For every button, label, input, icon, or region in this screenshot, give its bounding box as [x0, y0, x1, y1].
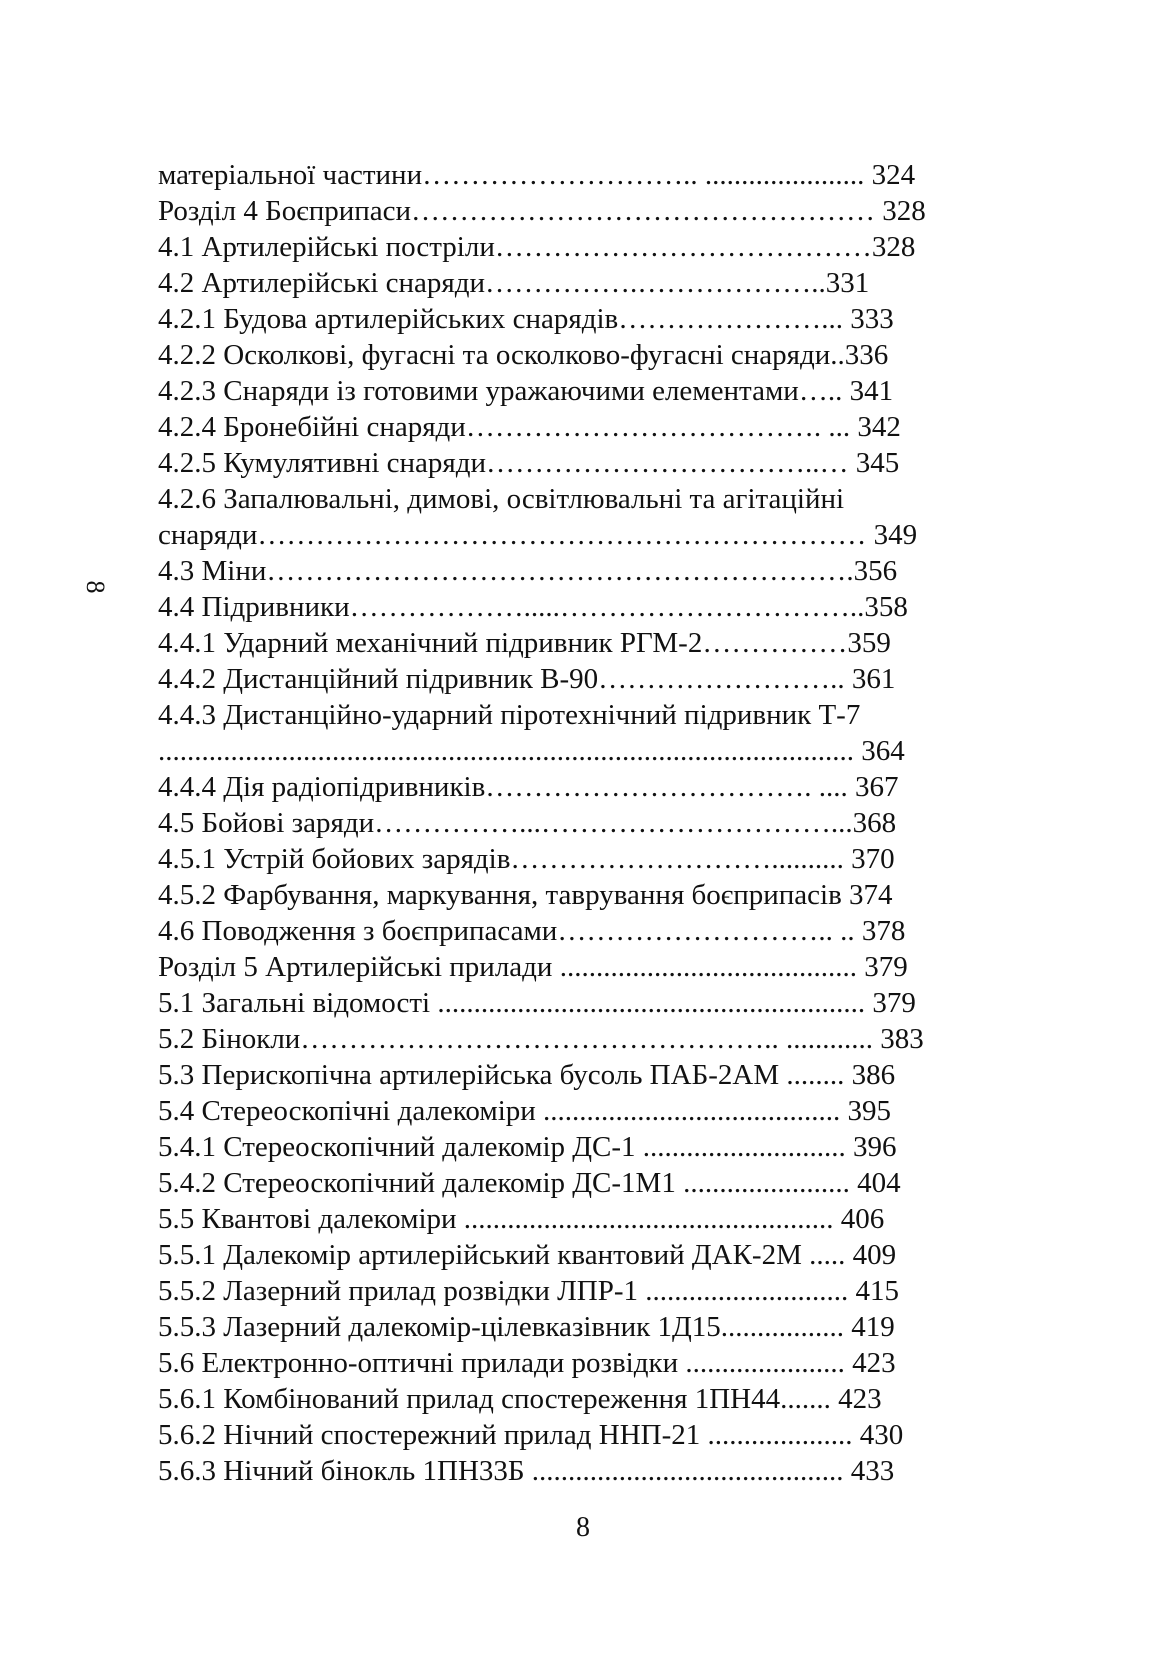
- toc-entry: 4.6 Поводження з боєприпасами……………………….. .. 378: [158, 915, 906, 947]
- toc-entry: 5.4 Стереоскопічні далекоміри ......................................... 395: [158, 1095, 892, 1127]
- toc-entry: матеріальної частини……………………….. ...................... 324: [158, 159, 916, 191]
- toc-entry: 4.2.2 Осколкові, фугасні та осколково-фугасні снаряди..336: [158, 339, 889, 371]
- toc-entry: 4.2.4 Бронебійні снаряди………………………………. ... 342: [158, 411, 901, 443]
- toc-entry: 5.1 Загальні відомості ........................................................... 379: [158, 987, 916, 1019]
- toc-entry: 4.2 Артилерійські снаряди…………….………………..331: [158, 267, 870, 299]
- toc-entry: 4.4.2 Дистанційний підривник В-90…………………….. 361: [158, 663, 896, 695]
- table-of-contents: [158, 157, 1008, 1489]
- toc-entry: ................................................................................................ 364: [158, 735, 905, 767]
- toc-entry: 4.2.6 Запалювальні, димові, освітлювальні та агітаційні: [158, 483, 845, 515]
- toc-entry: 5.6 Електронно-оптичні прилади розвідки ...................... 423: [158, 1347, 896, 1379]
- side-page-mark: 8: [81, 580, 110, 594]
- toc-entry: 5.5.3 Лазерний далекомір-цілевказівник 1Д15................. 419: [158, 1311, 895, 1343]
- toc-entry: 4.5.2 Фарбування, маркування, таврування боєприпасів 374: [158, 879, 893, 911]
- toc-entry: 5.6.3 Нічний бінокль 1ПН33Б ........................................... 433: [158, 1455, 895, 1487]
- toc-entry: 4.4.1 Ударний механічний підривник РГМ-2……………359: [158, 627, 891, 659]
- toc-entry: 5.5.2 Лазерний прилад розвідки ЛПР-1 ............................ 415: [158, 1275, 900, 1307]
- page-number: 8: [576, 1512, 590, 1543]
- toc-entry: 4.2.5 Кумулятивні снаряди……………………………..… 345: [158, 447, 900, 479]
- toc-entry: Розділ 4 Боєприпаси………………………………………… 328: [158, 195, 926, 227]
- toc-entry: 4.4.4 Дія радіопідривників……………………………. .... 367: [158, 771, 899, 803]
- toc-entry: 5.4.1 Стереоскопічний далекомір ДС-1 ............................ 396: [158, 1131, 897, 1163]
- toc-entry: снаряди……………………………………………………… 349: [158, 519, 918, 551]
- toc-entry: 4.5.1 Устрій бойових зарядів……………………….......... 370: [158, 843, 895, 875]
- toc-entry: 5.6.2 Нічний спостережний прилад ННП-21 .................... 430: [158, 1419, 904, 1451]
- toc-entry: 4.2.3 Снаряди із готовими уражаючими елементами….. 341: [158, 375, 894, 407]
- toc-entry: 4.4.3 Дистанційно-ударний піротехнічний підривник Т-7: [158, 699, 861, 731]
- toc-entry: 5.2 Бінокли………………………………………….. ............ 383: [158, 1023, 924, 1055]
- toc-entry: 4.5 Бойові заряди……………...…………………………...368: [158, 807, 897, 839]
- toc-entry: 5.5 Квантові далекоміри ................................................... 406: [158, 1203, 885, 1235]
- toc-entry: 4.4 Підривники……………….....…………………………..358: [158, 591, 908, 623]
- toc-entry: 5.6.1 Комбінований прилад спостереження 1ПН44....... 423: [158, 1383, 882, 1415]
- toc-entry: 5.3 Перископічна артилерійська бусоль ПАБ-2АМ ........ 386: [158, 1059, 896, 1091]
- toc-entry: 4.3 Міни…………………………………………………….356: [158, 555, 898, 587]
- toc-entry: 4.1 Артилерійські постріли…………………………………328: [158, 231, 916, 263]
- toc-entry: 5.5.1 Далекомір артилерійський квантовий ДАК-2М ..... 409: [158, 1239, 897, 1271]
- toc-entry: Розділ 5 Артилерійські прилади ......................................... 379: [158, 951, 908, 983]
- toc-entry: 4.2.1 Будова артилерійських снарядів…………………... 333: [158, 303, 894, 335]
- toc-entry: 5.4.2 Стереоскопічний далекомір ДС-1М1 ....................... 404: [158, 1167, 901, 1199]
